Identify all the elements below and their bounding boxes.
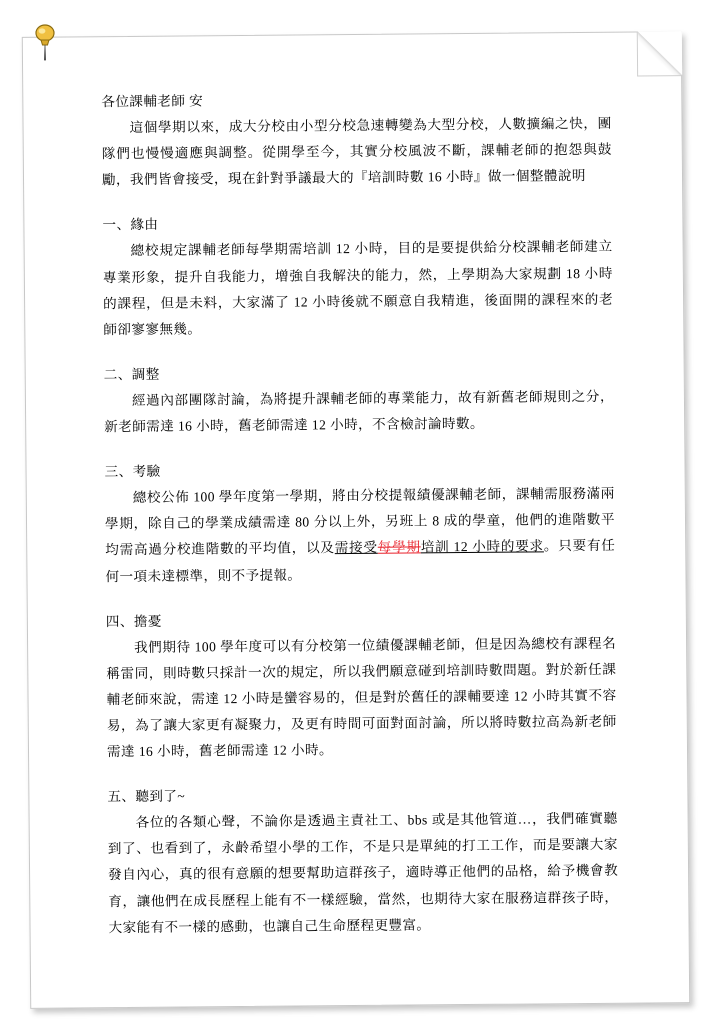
section-heading-3: 三、考驗 [104,463,161,480]
section-3-underline-pre: 需接受 [334,540,378,556]
document-text-body [101,85,618,941]
pushpin-icon [30,24,60,62]
salutation: 各位課輔老師 安 [101,93,204,110]
page-curl-icon [637,31,682,76]
section-3-text-post: 。只要有任何一項未達標準，則不予提報。 [105,538,616,584]
section-body-2: 經過內部團隊討論，為將提升課輔老師的專業能力，故有新舊老師規則之分，新老師需達 16 小時，舊老師需達 12 小時，不含檢討論時數。 [104,388,614,435]
section-body-1: 總校規定課輔老師每學期需培訓 12 小時，目的是要提供給分校課輔老師建立專業形象，提升自我能力，增強自我解決的能力，然，上學期為大家規劃 18 小時的課程，但是未料，大家滿了 12 小時後就不願意自我精進，後面開的課程來的老師卻寥寥無幾。 [102,239,614,337]
section-heading-1: 一、緣由 [102,217,159,233]
section-3-underline-post: 培訓 12 小時的要求 [420,538,544,555]
section-heading-2: 二、調整 [103,366,160,383]
section-heading-4: 四、擔憂 [105,613,162,629]
section-body-4: 我們期待 100 學年度可以有分校第一位績優課輔老師，但是因為總校有課程名稱雷同，則時數只採計一次的規定，所以我們願意碰到培訓時數問題。對於新任課輔老師來說，需達 12 小時是蠻容易的，但是對於舊任的課輔要達 12 小時其實不容易，為了讓大家更有凝聚力，及更有時間可面對面討論，所以將時數拉高為新老師需達 16 小時，舊老師需達 12 小時。 [106,635,617,760]
intro-paragraph: 這個學期以來，成大分校由小型分校急速轉變為大型分校，人數擴編之快，團隊們也慢慢適應與調整。從開學至今，其實分校風波不斷，課輔老師的抱怨與鼓勵，我們皆會接受，現在針對爭議最大的『培訓時數 16 小時』做一個整體說明 [101,115,612,188]
section-body-3 [105,481,616,590]
section-3-text-pre: 總校公佈 100 學年度第一學期，將由分校提報績優課輔老師，課輔需服務滿兩學期，除自己的學業成績需達 80 分以上外，另班上 8 成的學童，他們的進階數平均需高過分校進階數的平均值，以及 [104,485,616,558]
section-3-struck-text: 每學期 [377,539,421,556]
section-heading-5: 五、聽到了~ [107,788,186,805]
document-page [22,31,690,1009]
section-body-5: 各位的各類心聲，不論你是透過主責社工、bbs 或是其他管道…，我們確實聽到了、也看到了，永齡希望小學的工作，不是只是單純的打工工作，而是要讓大家發自內心，真的很有意願的想要幫助這群孩子，適時導正他們的品格，給予機會教育，讓他們在成長歷程上能有不一樣經驗，當然，也期待大家在服務這群孩子時，大家能有不一樣的感動，也讓自己生命歷程更豐富。 [107,810,619,935]
